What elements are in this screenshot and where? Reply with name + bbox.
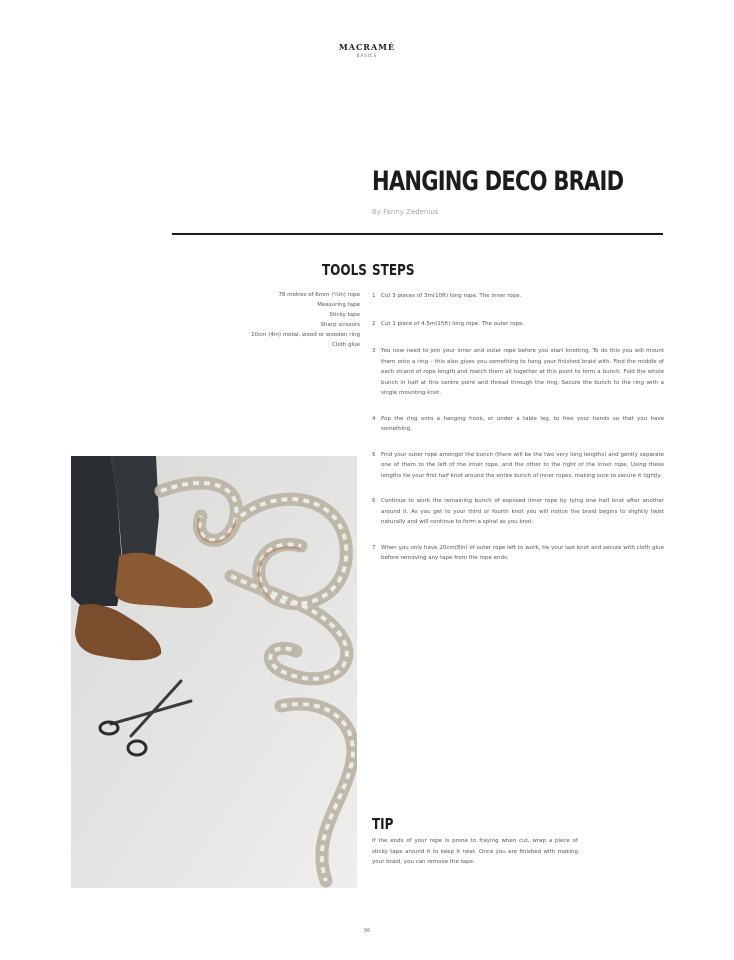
steps-heading: STEPS [372, 261, 415, 279]
tool-item: Sticky tape [329, 312, 360, 318]
step-number: 3 [372, 348, 376, 354]
step-item [372, 414, 664, 435]
step-item [372, 496, 664, 528]
step-item [372, 450, 664, 482]
page-header [0, 42, 734, 58]
step-item [372, 346, 664, 399]
page-title: HANGING DECO BRAID [372, 166, 624, 197]
step-number: 4 [372, 415, 376, 422]
step-text: Cut 3 pieces of 3m(10ft) long rope. The inner rope. [381, 293, 522, 299]
step-text: When you only have 20cm(8in) of outer rope left to work, tie your last knot and secure with cloth glue before removing any tape from the rope ends. [381, 544, 664, 561]
tool-item: Cloth glue [331, 342, 360, 348]
step-text: Find your outer rope amongst the bunch (there will be the two very long lengths) and gently separate one of them to the left of the inner rope, and the other to the right of the inner rope. Using these lengths tie your first half knot around the entire bunch of inner ropes, making sure to secure it tightly. [381, 451, 664, 479]
tool-item: Sharp scissors [320, 322, 360, 328]
step-number: 1 [372, 293, 376, 299]
step-item [372, 319, 664, 330]
steps-list [372, 291, 664, 564]
step-item [372, 291, 664, 302]
tool-item: 10cm (4in) metal, wood or wooden ring [251, 332, 360, 338]
step-number: 2 [372, 320, 376, 327]
tool-item: Measuring tape [317, 302, 360, 308]
tip-text: If the ends of your rope is prone to fraying when cut, wrap a piece of sticky tape around it to keep it neat. Once you are finished with making your braid, you can remove the tape. [372, 838, 578, 865]
step-number: 7 [372, 544, 376, 551]
page-number: 96 [363, 928, 371, 934]
book-brand: MACRAMÉ [338, 42, 396, 52]
step-text: Pop the ring onto a hanging hook, or under a table leg, to free your hands so that you have something. [381, 415, 664, 432]
tip-heading: TIP [372, 815, 394, 833]
author-byline: By Fanny Zedenius [372, 208, 439, 216]
book-brand-subtitle: BASICS [356, 53, 378, 58]
step-text: Cut 1 piece of 4.5m(15ft) long rope. The outer rope. [381, 320, 525, 327]
braid-photo [71, 456, 357, 888]
step-number: 6 [372, 498, 376, 504]
tool-item: 78 metres of 6mm (¼in) rope [278, 292, 360, 298]
step-item [372, 543, 664, 564]
step-text: You now need to join your inner and outer rope before you start knotting. To do this you will mount them onto a ring – this also gives you something to hang your finished braid with. Find the middle of each strand of rope length and match them all together at this point to form a bunch. Fold the whole bunch in half at this centre point and thread through the ring. Secure the bunch to the ring with a single mounting knot. [381, 348, 664, 396]
step-number: 5 [372, 451, 376, 458]
tools-heading: TOOLS [322, 261, 367, 279]
title-divider [172, 233, 663, 235]
tools-list [200, 290, 360, 350]
step-text: Continue to work the remaining bunch of exposed inner rope by tying one half knot after another around it. As you get to your third or fourth knot you will notice the braid begins to slightly twist naturally and will continue to form a spiral as you knot. [381, 498, 664, 525]
